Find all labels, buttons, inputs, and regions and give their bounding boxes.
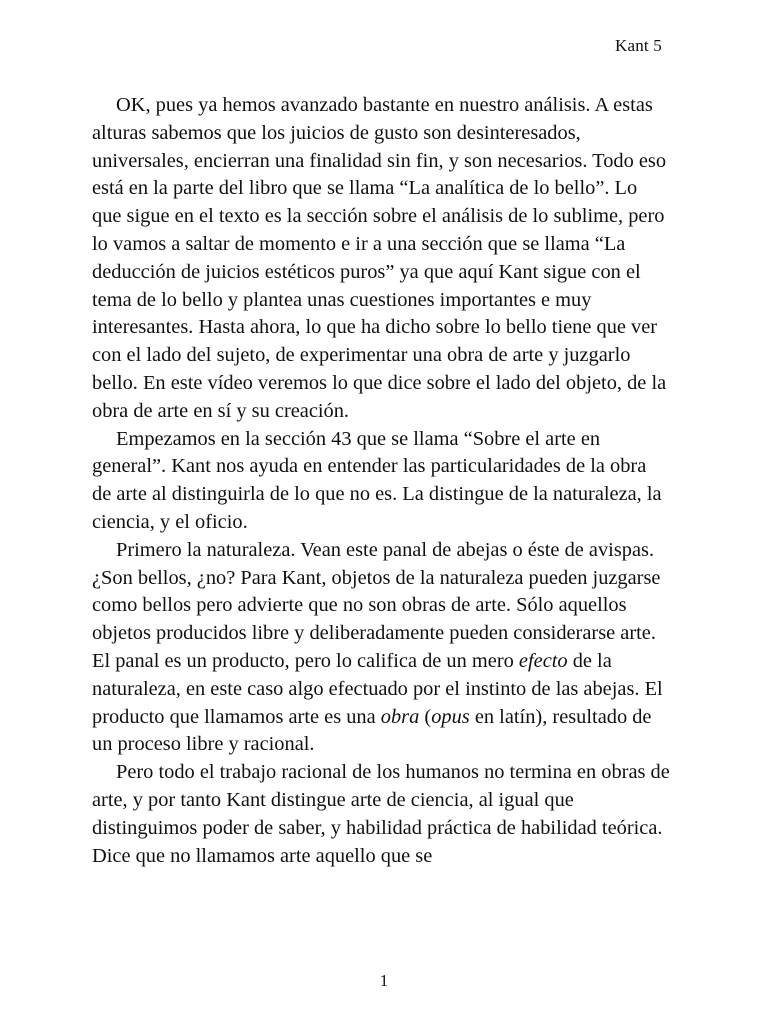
italic-term: obra (380, 705, 420, 728)
italic-term: opus (431, 705, 470, 728)
italic-term: efecto (518, 649, 568, 672)
paragraph (92, 92, 670, 426)
text-run: Pero todo el trabajo racional de los humanos no termina en obras de arte, y por tanto Kant distingue arte de ciencia, al igual que distinguimos poder de saber, y habilidad práctica de habilidad teórica. Dice que no llamamos arte aquello que se (92, 761, 670, 867)
paragraph (92, 537, 670, 759)
document-body (92, 92, 670, 870)
paragraph (92, 759, 670, 870)
text-run: en latín), resultado de un proceso libre y racional. (92, 705, 652, 756)
text-run: Primero la naturaleza. Vean este panal de abejas o éste de avispas. ¿Son bellos, ¿no? Para Kant, objetos de la naturaleza pueden juzgarse como bellos pero advierte que no son obras de arte. Sólo aquellos objetos producidos libre y deliberadamente pueden considerarse arte. El panal es un producto, pero lo califica de un mero (92, 538, 661, 672)
text-run: Empezamos en la sección 43 que se llama “Sobre el arte en general”. Kant nos ayuda en entender las particularidades de la obra de arte al distinguirla de lo que no es. La distingue de la naturaleza, la ciencia, y el oficio. (92, 427, 662, 533)
text-run: OK, pues ya hemos avanzado bastante en nuestro análisis. A estas alturas sabemos que los juicios de gusto son desinteresados, universales, encierran una finalidad sin fin, y son necesarios. Todo eso está en la parte del libro que se llama “La analítica de lo bello”. Lo que sigue en el texto es la sección sobre el análisis de lo sublime, pero lo vamos a saltar de momento e ir a una sección que se llama “La deducción de juicios estéticos puros” ya que aquí Kant sigue con el tema de lo bello y plantea unas cuestiones importantes e muy interesantes. Hasta ahora, lo que ha dicho sobre lo bello tiene que ver con el lado del sujeto, de experimentar una obra de arte y juzgarlo bello. En este vídeo veremos lo que dice sobre el lado del objeto, de la obra de arte en sí y su creación. (92, 94, 667, 422)
text-run: de la naturaleza, en este caso algo efectuado por el instinto de las abejas. El producto que llamamos arte es una (92, 649, 663, 728)
page-number: 1 (379, 971, 389, 990)
paragraph (92, 426, 670, 537)
running-head: Kant 5 (615, 36, 662, 55)
text-run: ( (419, 705, 432, 728)
